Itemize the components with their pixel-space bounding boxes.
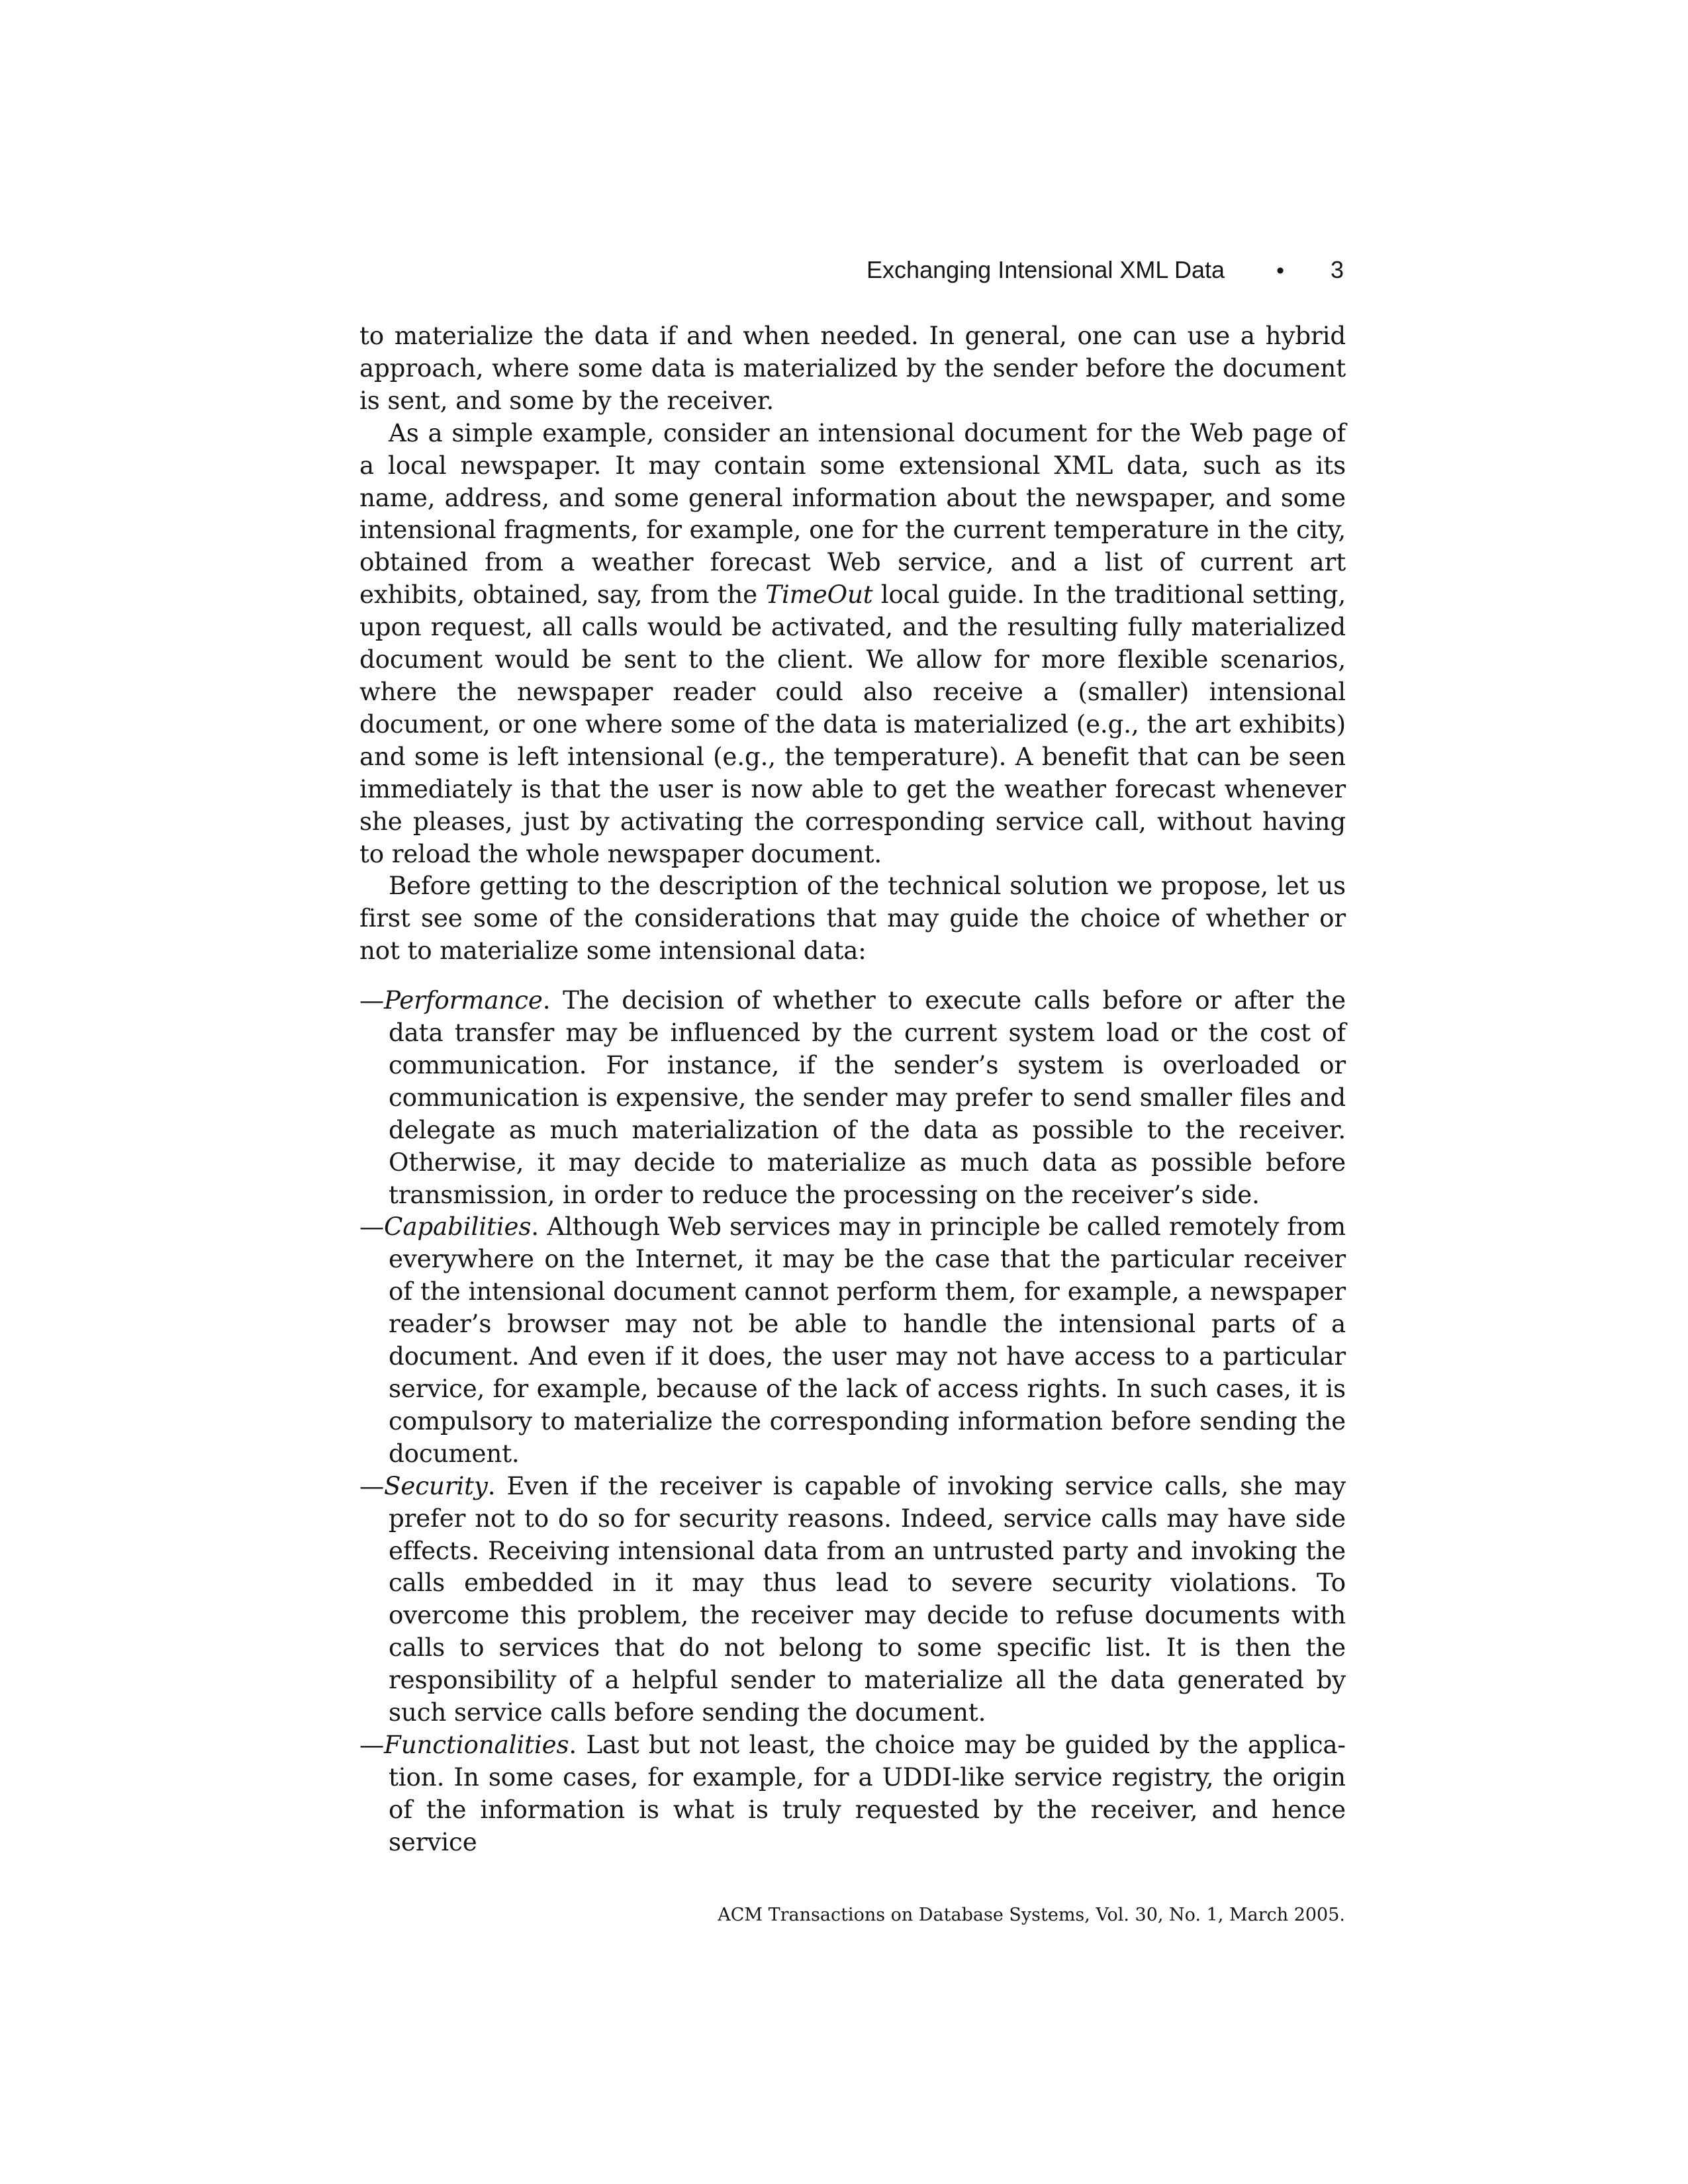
list-text: . Although Web services may in principle be called remotely from everywhere on the Internet, it may be the case that the particular receiver of the intensional document cannot perform them, for example, a newspaper reader’s browser may not be able to handle the intensional parts of a document. And even if it does, the user may not have access to a particular service, for example, because of the lack of access rights. In such cases, it is compulsory to materialize the corresponding information before sending the document.	[389, 1212, 1346, 1468]
list-term: Security	[384, 1471, 488, 1500]
list-text: . Last but not least, the choice may be guided by the application. In some cases, for example, for a UDDI-like service registry, the origin of the information is what is truly requested by the receiver, and hence service	[389, 1729, 1346, 1856]
running-head	[0, 254, 1344, 287]
list-term: Performance	[384, 985, 543, 1015]
list-item-capabilities	[359, 1210, 1346, 1469]
journal-footer: ACM Transactions on Database Systems, Vol. 30, No. 1, March 2005.	[718, 1905, 1345, 1925]
list-text: . The decision of whether to execute calls before or after the data transfer may be influenced by the current system load or the cost of communication. For instance, if the sender’s system is overloaded or communication is expensive, the sender may prefer to send smaller files and delegate as much materialization of the data as possible to the receiver. Otherwise, it may decide to materialize as much data as possible before transmission, in order to reduce the processing on the receiver’s side.	[389, 985, 1346, 1209]
paragraph-2-text-b: local guide. In the traditional setting, upon request, all calls would be activated, and the resulting fully materialized document would be sent to the client. We allow for more flexible scenarios, where the newspaper reader could also receive a (smaller) intensional document, or one where some of the data is materialized (e.g., the art exhibits) and some is left intensional (e.g., the temperature). A benefit that can be seen immediately is that the user is now able to get the weather forecast whenever she pleases, just by activating the corresponding service call, without having to reload the whole newspaper document.	[359, 580, 1346, 868]
list-term: Functionalities	[384, 1729, 569, 1759]
list-item-security	[359, 1470, 1346, 1729]
main-text	[359, 320, 1346, 1858]
considerations-list	[359, 984, 1346, 1858]
header-separator: •	[1276, 258, 1284, 283]
list-dash: —	[359, 1471, 385, 1500]
list-dash: —	[359, 985, 385, 1015]
paragraph-2	[359, 417, 1346, 870]
paragraph-1: to materialize the data if and when needed. In general, one can use a hybrid approach, where some data is materialized by the sender before the document is sent, and some by the receiver.	[359, 321, 1346, 415]
page-number: 3	[1330, 256, 1344, 283]
list-term: Capabilities	[384, 1212, 532, 1242]
timeout-guide-name: TimeOut	[765, 580, 873, 610]
list-dash: —	[359, 1212, 385, 1242]
list-item-performance	[359, 984, 1346, 1210]
list-item-functionalities	[359, 1729, 1346, 1858]
paragraph-3: Before getting to the description of the technical solution we propose, let us first see some of the considerations that may guide the choice of whether or not to materialize some intensional data:	[359, 871, 1346, 966]
list-dash: —	[359, 1729, 385, 1759]
running-title: Exchanging Intensional XML Data	[867, 256, 1225, 283]
paragraph-2-text-a: As a simple example, consider an intensional document for the Web page of a local newspaper. It may contain some extensional XML data, such as its name, address, and some general information about the newspaper, and some intensional fragments, for example, one for the current temperature in the city, obtained from a weather forecast Web service, and a list of current art exhibits, obtained, say, from the	[359, 418, 1346, 610]
list-text: . Even if the receiver is capable of invoking service calls, she may prefer not to do so for security reasons. Indeed, service calls may have side effects. Receiving intensional data from an untrusted party and invoking the calls embedded in it may thus lead to severe security violations. To overcome this problem, the receiver may decide to refuse documents with calls to services that do not belong to some specific list. It is then the responsibility of a helpful sender to materialize all the data generated by such service calls before sending the document.	[389, 1471, 1346, 1727]
